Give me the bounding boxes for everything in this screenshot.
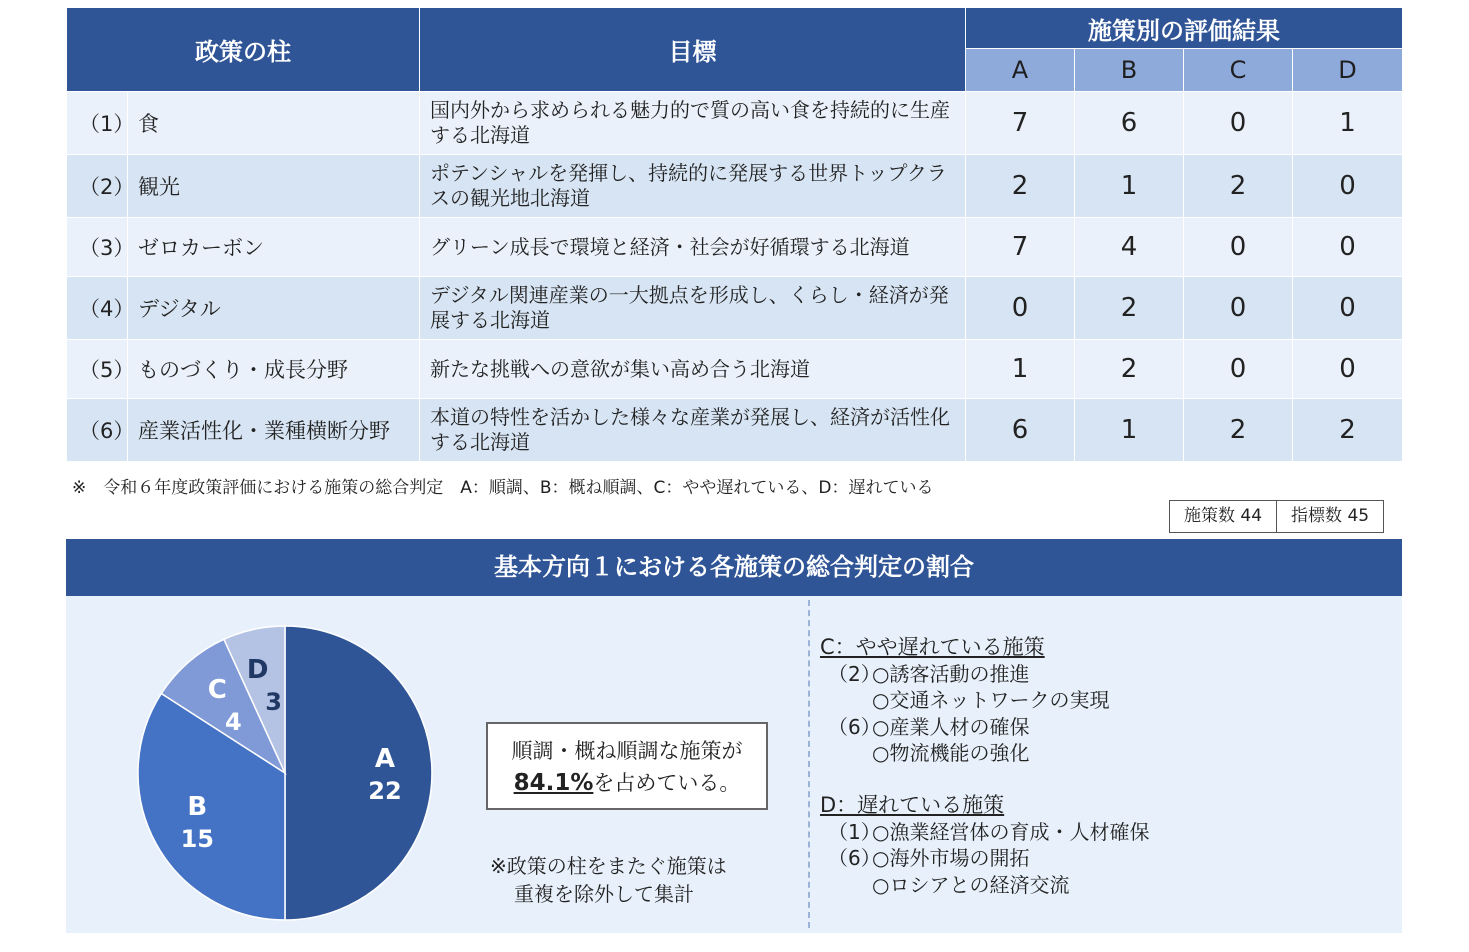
row-count-d: 0 [1293,155,1403,218]
row-goal: デジタル関連産業の一大拠点を形成し、くらし・経済が発展する北海道 [420,277,966,340]
panel-divider [808,600,810,928]
item-text: ○産業人材の確保 [872,714,1030,739]
row-count-c: 0 [1184,92,1293,155]
grade-d-list [820,792,1149,898]
policy-evaluation-table [66,7,1403,462]
row-goal: ポテンシャルを発揮し、持続的に発展する世界トップクラスの観光地北海道 [420,155,966,218]
row-count-a: 7 [966,92,1075,155]
duplicate-note [490,852,727,908]
pie-label-value: 15 [180,824,214,853]
row-number: （1） [67,92,128,155]
row-number: （3） [67,218,128,277]
list-item [820,687,1109,714]
header-goal: 目標 [420,8,966,92]
grade-d-list-title: D：遅れている施策 [820,793,1005,817]
row-count-a: 7 [966,218,1075,277]
table-row [67,277,1403,340]
row-count-b: 1 [1075,155,1184,218]
table-row [67,155,1403,218]
indicator-count: 指標数 45 [1276,501,1383,532]
row-number: （2） [67,155,128,218]
item-text: ○漁業経営体の育成・人材確保 [872,819,1150,844]
grade-pie-chart [136,624,434,922]
summary-box [486,722,768,810]
row-count-d: 1 [1293,92,1403,155]
header-grade-d: D [1293,49,1403,92]
header-result: 施策別の評価結果 [966,8,1403,49]
row-count-a: 1 [966,340,1075,399]
item-prefix [820,872,872,899]
item-text: ○海外市場の開拓 [872,846,1030,870]
item-prefix [820,687,872,714]
item-text: ○誘客活動の推進 [872,661,1030,686]
grade-c-list [820,634,1109,767]
row-goal: 本道の特性を活かした様々な産業が発展し、経済が活性化する北海道 [420,399,966,462]
row-count-b: 2 [1075,340,1184,399]
row-goal: 新たな挑戦への意欲が集い高め合う北海道 [420,340,966,399]
count-box [1169,500,1384,533]
row-count-b: 4 [1075,218,1184,277]
item-prefix: （6） [828,846,881,870]
summary-suffix: を占めている。 [593,771,741,795]
summary-line2 [488,767,766,799]
row-number: （4） [67,277,128,340]
pie-label-category: A [374,744,396,774]
item-prefix: （2） [828,661,881,686]
list-item [820,845,1149,872]
row-count-b: 6 [1075,92,1184,155]
pie-label-category: D [246,654,269,685]
row-number: （5） [67,340,128,399]
row-pillar: 食 [128,92,420,155]
duplicate-note-line: ※政策の柱をまたぐ施策は [490,854,727,878]
measure-count: 施策数 44 [1184,506,1263,526]
pie-label-category: B [187,791,208,822]
row-goal: 国内外から求められる魅力的で質の高い食を持続的に生産する北海道 [420,92,966,155]
table-row [67,340,1403,399]
row-pillar: 産業活性化・業種横断分野 [128,399,420,462]
grade-c-list-title: C：やや遅れている施策 [820,635,1045,659]
list-item [820,740,1109,767]
grade-legend-note: ※ 令和６年度政策評価における施策の総合判定 A：順調、B：概ね順調、C：やや遅れている、D：遅れている [72,478,934,498]
header-grade-c: C [1184,49,1293,92]
item-prefix: （6） [828,714,881,739]
row-count-d: 0 [1293,277,1403,340]
row-count-c: 0 [1184,218,1293,277]
list-item [820,819,1149,846]
row-count-d: 0 [1293,218,1403,277]
header-grade-a: A [966,49,1075,92]
pie-slice-a [285,626,432,920]
row-count-a: 6 [966,399,1075,462]
row-count-d: 0 [1293,340,1403,399]
summary-panel-title: 基本方向１における各施策の総合判定の割合 [66,539,1402,596]
summary-line1: 順調・概ね順調な施策が [511,739,743,763]
pie-label-category: C [207,675,227,706]
list-item [820,872,1149,899]
row-pillar: 観光 [128,155,420,218]
row-number: （6） [67,399,128,462]
table-row [67,218,1403,277]
item-text: ○ロシアとの経済交流 [872,872,1070,897]
summary-percentage: 84.1% [513,770,594,796]
row-count-d: 2 [1293,399,1403,462]
header-grade-b: B [1075,49,1184,92]
duplicate-note-line: 重複を除外して集計 [514,882,694,906]
pie-label-value: 22 [368,777,402,805]
row-count-a: 0 [966,277,1075,340]
row-goal: グリーン成長で環境と経済・社会が好循環する北海道 [420,218,966,277]
row-count-c: 0 [1184,277,1293,340]
item-prefix: （1） [828,819,881,844]
row-count-c: 2 [1184,399,1293,462]
row-pillar: デジタル [128,277,420,340]
header-pillar: 政策の柱 [67,8,420,92]
row-count-c: 0 [1184,340,1293,399]
item-prefix [820,740,872,767]
list-item [820,661,1109,688]
item-text: ○物流機能の強化 [872,741,1030,765]
table-row [67,399,1403,462]
list-item [820,714,1109,741]
row-pillar: ゼロカーボン [128,218,420,277]
table-row [67,92,1403,155]
row-pillar: ものづくり・成長分野 [128,340,420,399]
pie-label-value: 3 [265,687,282,716]
row-count-b: 2 [1075,277,1184,340]
row-count-c: 2 [1184,155,1293,218]
row-count-b: 1 [1075,399,1184,462]
pie-label-value: 4 [224,708,242,737]
item-text: ○交通ネットワークの実現 [872,688,1110,712]
row-count-a: 2 [966,155,1075,218]
